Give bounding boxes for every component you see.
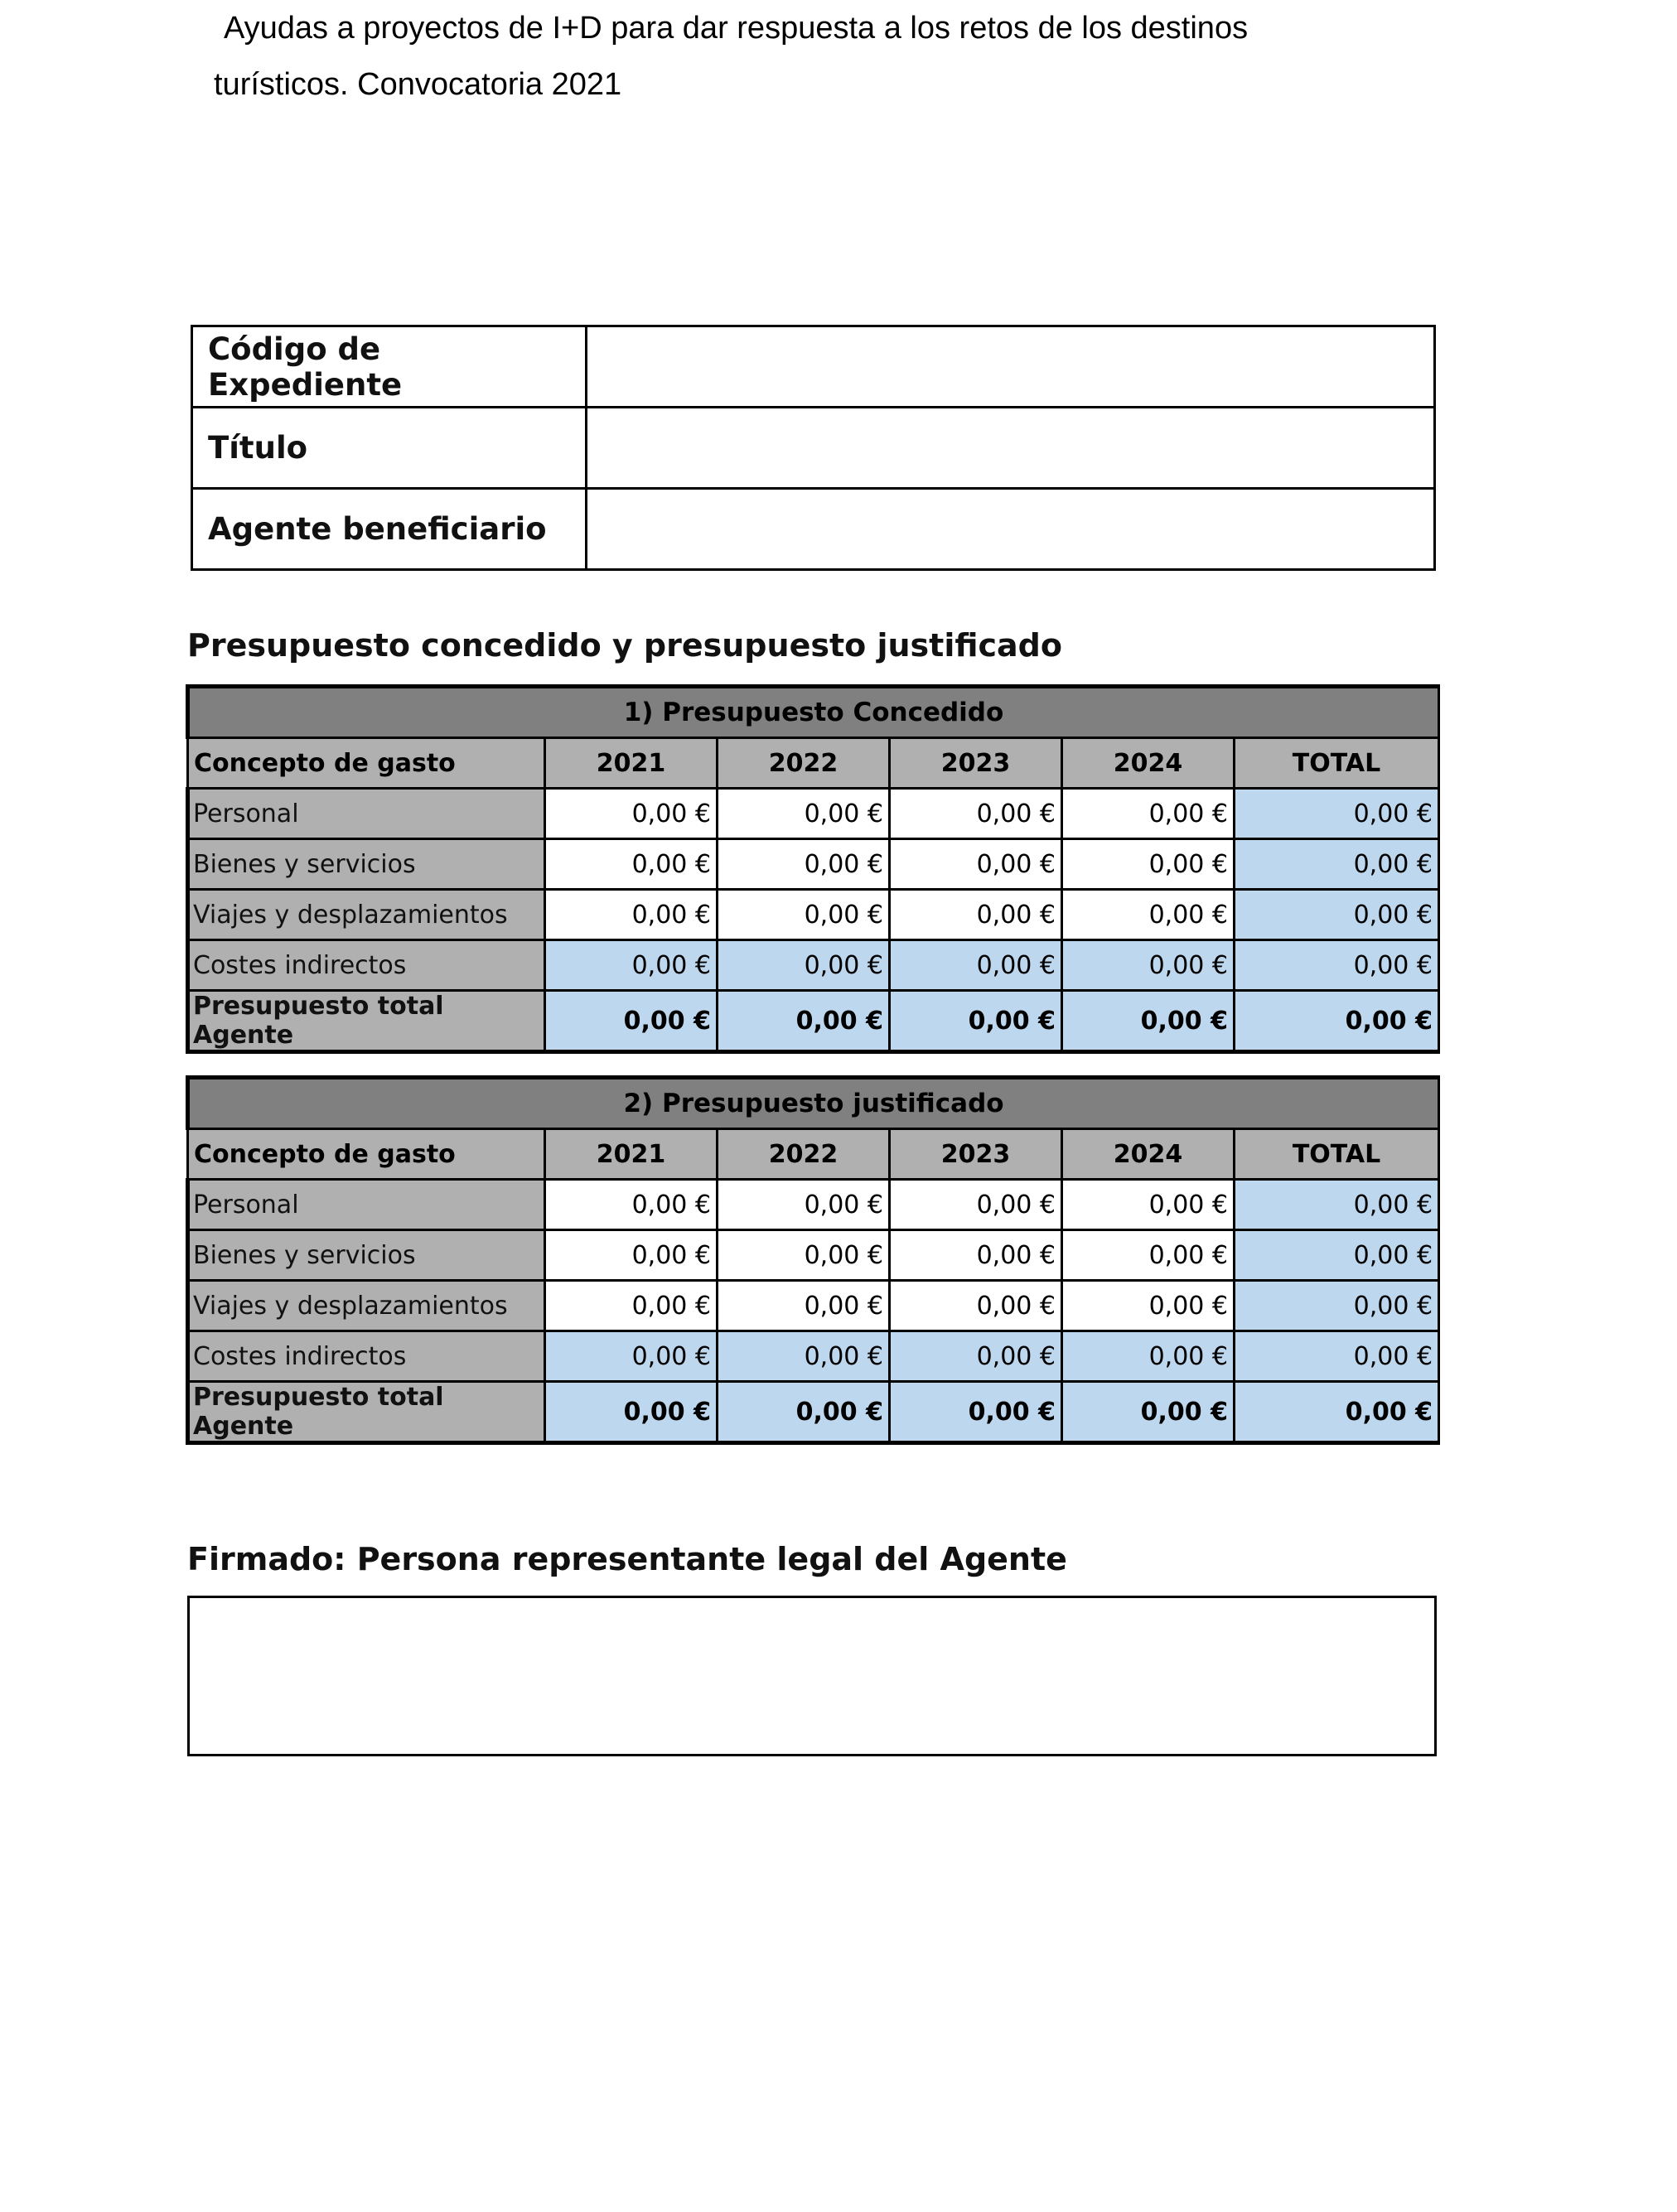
amount-cell: 0,00 € <box>718 1382 890 1443</box>
column-header: 2021 <box>545 738 718 789</box>
amount-cell: 0,00 € <box>1062 991 1235 1052</box>
amount-cell: 0,00 € <box>890 1382 1062 1443</box>
amount-cell: 0,00 € <box>890 1331 1062 1382</box>
amount-cell[interactable]: 0,00 € <box>890 890 1062 940</box>
row-concept: Bienes y servicios <box>188 1230 545 1281</box>
row-total-cell: 0,00 € <box>1235 1281 1439 1331</box>
row-concept: Viajes y desplazamientos <box>188 1281 545 1331</box>
amount-cell[interactable]: 0,00 € <box>718 890 890 940</box>
row-concept: Presupuesto total Agente <box>188 1382 545 1443</box>
column-header: 2023 <box>890 1129 1062 1180</box>
row-total-cell: 0,00 € <box>1235 1180 1439 1230</box>
budget-table-justificado <box>186 1075 1440 1445</box>
table-caption-row <box>188 687 1439 738</box>
table-row <box>188 1230 1439 1281</box>
amount-cell[interactable]: 0,00 € <box>1062 789 1235 839</box>
table-row <box>188 1331 1439 1382</box>
column-header: 2022 <box>718 738 890 789</box>
row-total-cell: 0,00 € <box>1235 991 1439 1052</box>
row-total-cell: 0,00 € <box>1235 1382 1439 1443</box>
table-row <box>188 1281 1439 1331</box>
amount-cell: 0,00 € <box>890 940 1062 991</box>
id-row-agente <box>192 489 1435 570</box>
row-concept: Personal <box>188 789 545 839</box>
row-total-cell: 0,00 € <box>1235 890 1439 940</box>
table-row <box>188 890 1439 940</box>
document-title-line-2: turísticos. Convocatoria 2021 <box>214 67 622 102</box>
amount-cell: 0,00 € <box>1062 1382 1235 1443</box>
row-total-cell: 0,00 € <box>1235 940 1439 991</box>
amount-cell[interactable]: 0,00 € <box>1062 839 1235 890</box>
row-concept: Bienes y servicios <box>188 839 545 890</box>
id-label-titulo: Título <box>192 408 587 489</box>
column-header: Concepto de gasto <box>188 738 545 789</box>
amount-cell: 0,00 € <box>545 940 718 991</box>
amount-cell[interactable]: 0,00 € <box>718 789 890 839</box>
row-concept: Viajes y desplazamientos <box>188 890 545 940</box>
amount-cell[interactable]: 0,00 € <box>718 839 890 890</box>
id-value-expediente[interactable] <box>587 326 1435 408</box>
table-row <box>188 839 1439 890</box>
amount-cell[interactable]: 0,00 € <box>1062 1230 1235 1281</box>
signature-title: Firmado: Persona representante legal del Agente <box>187 1541 1067 1577</box>
table-caption: 1) Presupuesto Concedido <box>188 687 1439 738</box>
amount-cell[interactable]: 0,00 € <box>718 1230 890 1281</box>
table-header-row <box>188 1129 1439 1180</box>
column-header: TOTAL <box>1235 1129 1439 1180</box>
amount-cell[interactable]: 0,00 € <box>718 1180 890 1230</box>
amount-cell[interactable]: 0,00 € <box>545 1180 718 1230</box>
table-row <box>188 789 1439 839</box>
amount-cell: 0,00 € <box>718 991 890 1052</box>
column-header: 2024 <box>1062 1129 1235 1180</box>
row-total-cell: 0,00 € <box>1235 839 1439 890</box>
row-total-cell: 0,00 € <box>1235 789 1439 839</box>
column-header: TOTAL <box>1235 738 1439 789</box>
amount-cell: 0,00 € <box>890 991 1062 1052</box>
table-row <box>188 940 1439 991</box>
id-value-titulo[interactable] <box>587 408 1435 489</box>
table-header-row <box>188 738 1439 789</box>
amount-cell: 0,00 € <box>718 940 890 991</box>
amount-cell: 0,00 € <box>1062 1331 1235 1382</box>
row-concept: Presupuesto total Agente <box>188 991 545 1052</box>
column-header: 2023 <box>890 738 1062 789</box>
id-label-agente: Agente beneficiario <box>192 489 587 570</box>
budget-table-concedido <box>186 684 1440 1054</box>
id-label-expediente: Código de Expediente <box>192 326 587 408</box>
budget-section-title: Presupuesto concedido y presupuesto justificado <box>187 627 1062 664</box>
signature-box[interactable] <box>187 1596 1437 1756</box>
column-header: 2021 <box>545 1129 718 1180</box>
document-title-line-1: Ayudas a proyectos de I+D para dar respuesta a los retos de los destinos <box>224 11 1249 46</box>
amount-cell[interactable]: 0,00 € <box>1062 890 1235 940</box>
amount-cell[interactable]: 0,00 € <box>890 1230 1062 1281</box>
id-value-agente[interactable] <box>587 489 1435 570</box>
amount-cell: 0,00 € <box>545 1331 718 1382</box>
row-total-cell: 0,00 € <box>1235 1230 1439 1281</box>
table-row <box>188 991 1439 1052</box>
table-caption-row <box>188 1078 1439 1129</box>
table-caption: 2) Presupuesto justificado <box>188 1078 1439 1129</box>
table-row <box>188 1180 1439 1230</box>
id-row-expediente <box>192 326 1435 408</box>
amount-cell[interactable]: 0,00 € <box>545 789 718 839</box>
row-concept: Costes indirectos <box>188 940 545 991</box>
amount-cell[interactable]: 0,00 € <box>718 1281 890 1331</box>
amount-cell[interactable]: 0,00 € <box>545 890 718 940</box>
amount-cell[interactable]: 0,00 € <box>1062 1180 1235 1230</box>
column-header: 2024 <box>1062 738 1235 789</box>
column-header: Concepto de gasto <box>188 1129 545 1180</box>
amount-cell[interactable]: 0,00 € <box>545 1281 718 1331</box>
amount-cell[interactable]: 0,00 € <box>545 1230 718 1281</box>
amount-cell[interactable]: 0,00 € <box>1062 1281 1235 1331</box>
amount-cell[interactable]: 0,00 € <box>890 839 1062 890</box>
amount-cell[interactable]: 0,00 € <box>545 839 718 890</box>
amount-cell: 0,00 € <box>545 1382 718 1443</box>
amount-cell: 0,00 € <box>718 1331 890 1382</box>
amount-cell: 0,00 € <box>545 991 718 1052</box>
amount-cell[interactable]: 0,00 € <box>890 789 1062 839</box>
id-row-titulo <box>192 408 1435 489</box>
row-total-cell: 0,00 € <box>1235 1331 1439 1382</box>
column-header: 2022 <box>718 1129 890 1180</box>
amount-cell: 0,00 € <box>1062 940 1235 991</box>
table-row <box>188 1382 1439 1443</box>
identification-table <box>191 325 1436 571</box>
row-concept: Personal <box>188 1180 545 1230</box>
amount-cell[interactable]: 0,00 € <box>890 1180 1062 1230</box>
amount-cell[interactable]: 0,00 € <box>890 1281 1062 1331</box>
row-concept: Costes indirectos <box>188 1331 545 1382</box>
